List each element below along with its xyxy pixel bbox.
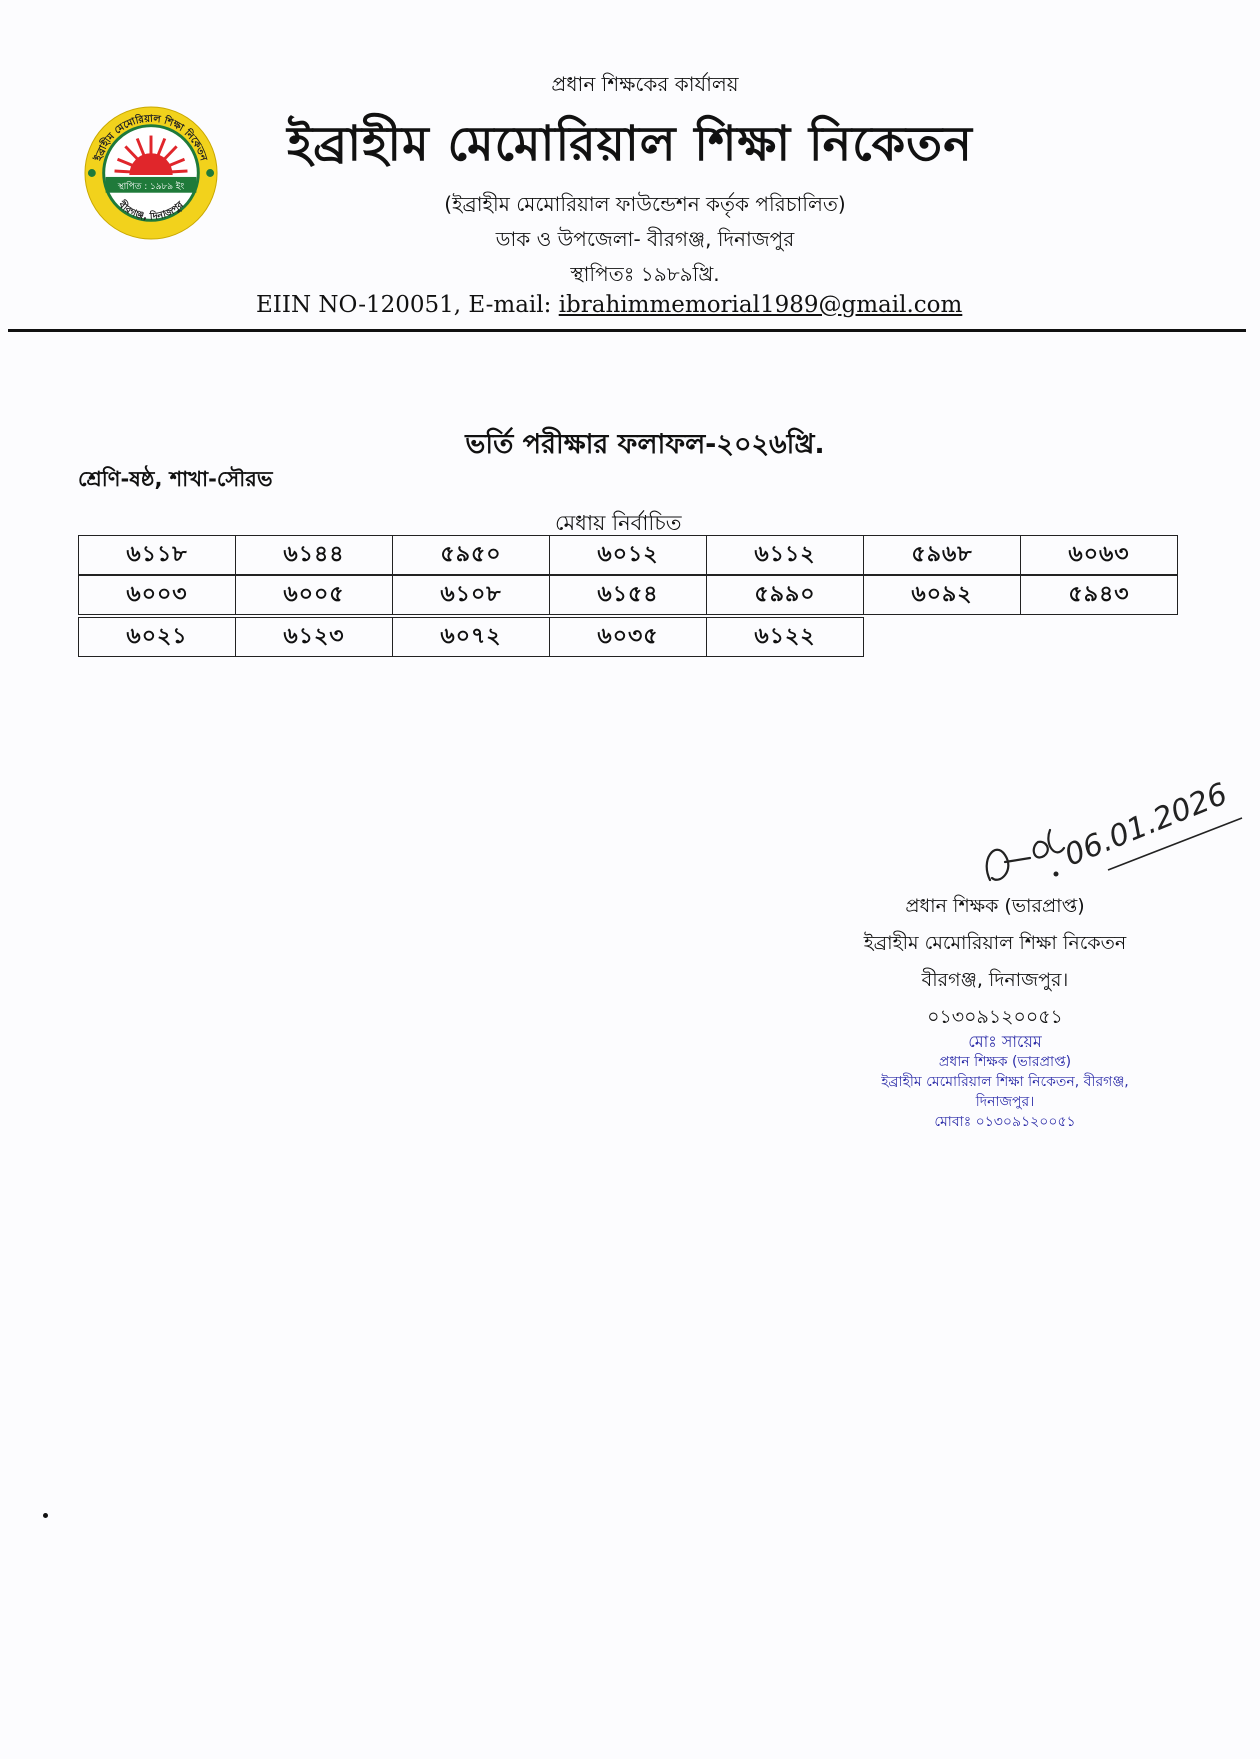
roll-cell: ৬০৬৩ [1021,536,1178,575]
signatory-title: প্রধান শিক্ষক (ভারপ্রাপ্ত) [905,895,1085,917]
email-link[interactable]: ibrahimmemorial1989@gmail.com [558,292,963,318]
school-name: ইব্রাহীম মেমোরিয়াল শিক্ষা নিকেতন [287,116,973,172]
roll-table-row-1 [78,535,1178,575]
signatory-phone: ০১৩০৯১২০০৫১ [927,1006,1063,1028]
table-row [79,536,1178,575]
roll-cell: ৬১৫৪ [550,576,707,615]
roll-cell: ৫৯৬৮ [864,536,1021,575]
roll-cell: ৬০১২ [550,536,707,575]
merit-label: মেধায় নির্বাচিত [555,511,682,535]
signatory-school: ইব্রাহীম মেমোরিয়াল শিক্ষা নিকেতন [863,932,1127,954]
office-title: প্রধান শিক্ষকের কার্যালয় [551,72,739,96]
roll-cell: ৬০৭২ [393,618,550,657]
stray-mark [43,1513,48,1518]
table-row [79,618,864,657]
roll-cell: ৬১১২ [707,536,864,575]
signature-block [830,888,1160,1036]
stamp-title: প্রধান শিক্ষক (ভারপ্রাপ্ত) [938,1054,1072,1070]
official-stamp [870,1032,1140,1132]
stamp-mobile: মোবাঃ ০১৩০৯১২০০৫১ [934,1114,1076,1130]
roll-cell: ৬১১৮ [79,536,236,575]
roll-cell: ৬১২৩ [236,618,393,657]
roll-cell: ৬০৯২ [864,576,1021,615]
table-row [79,576,1178,615]
eiin-email-line [256,292,962,318]
roll-cell: ৬১২২ [707,618,864,657]
class-section-line: শ্রেণি-ষষ্ঠ, শাখা-সৌরভ [78,467,273,491]
roll-cell: ৫৯৫০ [393,536,550,575]
handwritten-date: 06.01.2026 [1059,776,1233,874]
eiin-text: EIIN NO-120051, E-mail: [256,292,559,318]
header-divider [8,329,1246,332]
roll-cell: ৫৯৯০ [707,576,864,615]
roll-cell: ৬১৪৪ [236,536,393,575]
established-line: স্থাপিতঃ ১৯৮৯খ্রি. [570,262,720,286]
logo-bottom-text: বীরগঞ্জ, দিনাজপুর [115,199,187,223]
roll-cell: ৬০৩৫ [550,618,707,657]
roll-cell: ৬০২১ [79,618,236,657]
roll-cell: ৬০০৩ [79,576,236,615]
logo-top-text: ইব্রাহীম মেমোরিয়াল শিক্ষা নিকেতন [93,113,209,163]
roll-cell: ৬১০৮ [393,576,550,615]
logo-established-text: স্থাপিত : ১৯৮৯ ইং [117,181,185,192]
stamp-name: মোঃ সায়েম [968,1032,1042,1051]
result-title: ভর্তি পরীক্ষার ফলাফল-২০২৬খ্রি. [465,429,825,460]
signatory-location: বীরগঞ্জ, দিনাজপুর। [921,969,1069,991]
address-line: ডাক ও উপজেলা- বীরগঞ্জ, দিনাজপুর [495,227,795,251]
stamp-school: ইব্রাহীম মেমোরিয়াল শিক্ষা নিকেতন, বীরগঞ্জ, দিনাজপুর। [881,1074,1129,1110]
managed-by: (ইব্রাহীম মেমোরিয়াল ফাউন্ডেশন কর্তৃক পরিচালিত) [444,192,846,216]
roll-table-row-2 [78,575,1178,615]
roll-cell: ৬০০৫ [236,576,393,615]
roll-table-row-3 [78,617,864,657]
roll-cell: ৫৯৪৩ [1021,576,1178,615]
